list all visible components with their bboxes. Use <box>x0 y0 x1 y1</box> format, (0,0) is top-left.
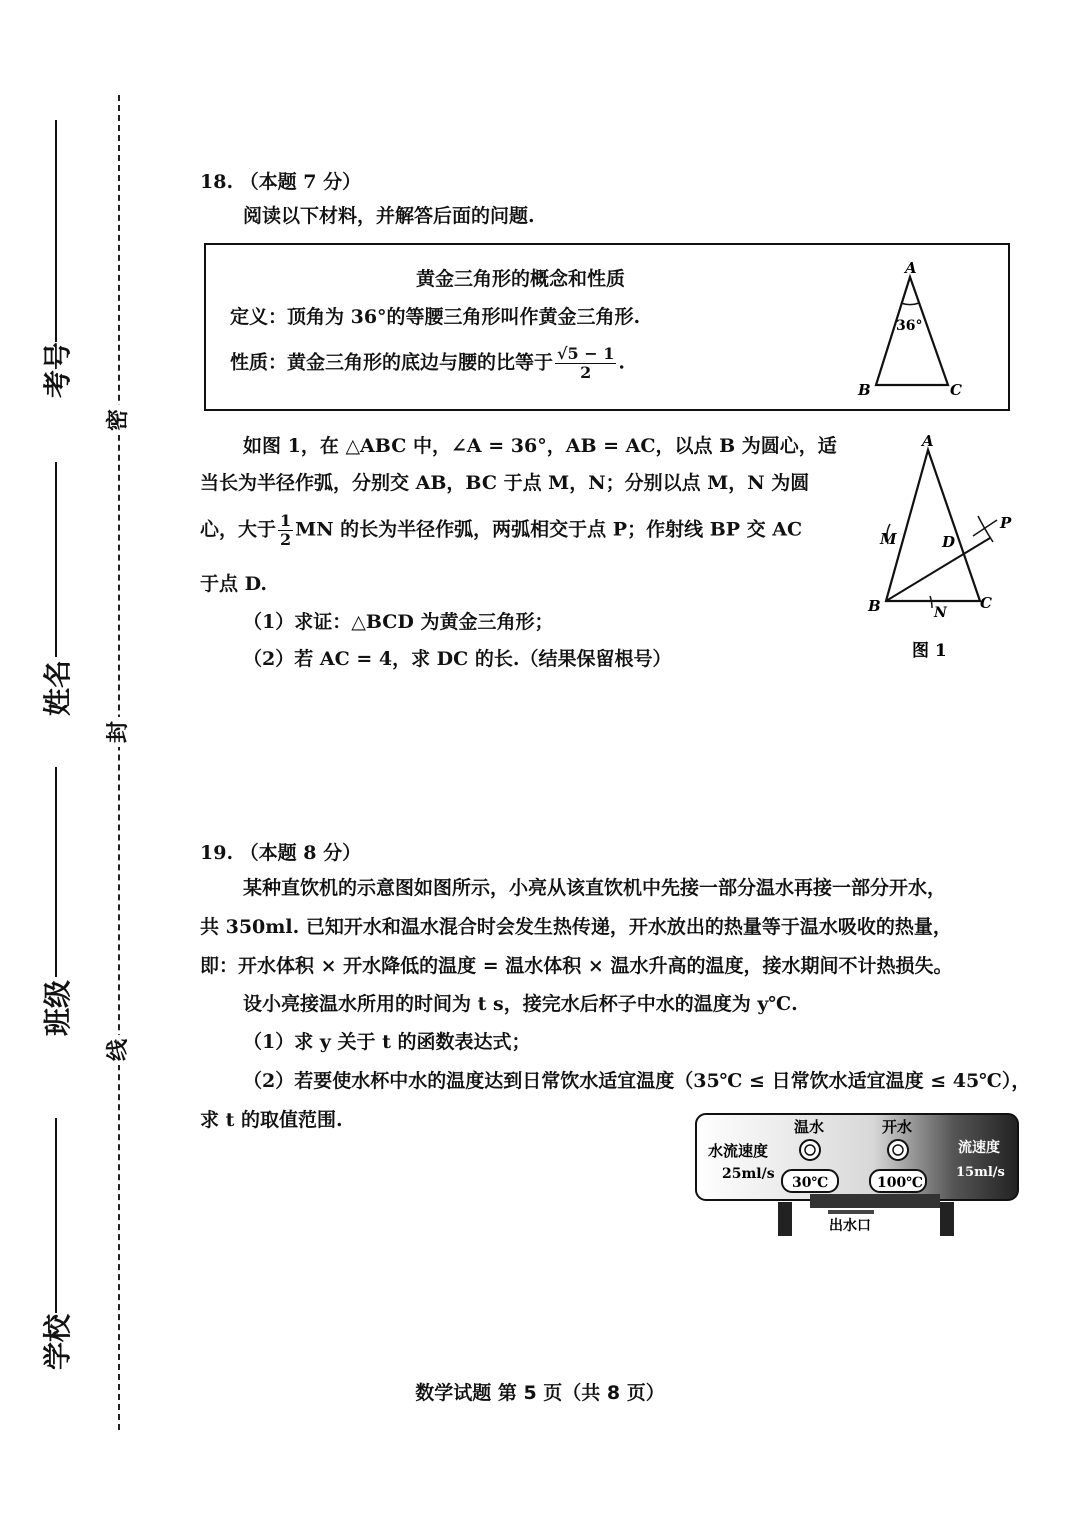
q19-title: 19. （本题 8 分） <box>200 842 362 864</box>
q19-line-4: 设小亮接温水所用的时间为 t s，接完水后杯子中水的温度为 y℃. <box>243 993 798 1015</box>
class-line <box>55 767 57 977</box>
left-speed-label: 水流速度 <box>708 1142 769 1160</box>
q19-line-3: 即：开水体积 × 开水降低的温度 = 温水体积 × 温水升高的温度，接水期间不计热损失。 <box>200 955 953 977</box>
box-heading: 黄金三角形的概念和性质 <box>416 268 626 290</box>
q18-sub1: （1）求证：△BCD 为黄金三角形； <box>243 611 554 633</box>
right-speed-value: 15ml/s <box>956 1165 1005 1180</box>
q18-line-2: 当长为半径作弧，分别交 AB，BC 于点 M，N；分别以点 M，N 为圆 <box>200 472 810 494</box>
half-denominator: 2 <box>280 530 292 549</box>
q18-intro: 阅读以下材料，并解答后面的问题. <box>243 205 535 227</box>
seal-dashed-line <box>118 95 120 1430</box>
q19-sub2: （2）若要使水杯中水的温度达到日常饮水适宜温度（35℃ ≤ 日常饮水适宜温度 ≤ 45℃）， <box>243 1070 1031 1092</box>
q19-sub1: （1）求 y 关于 t 的函数表达式； <box>243 1031 531 1053</box>
q18-line-3 <box>200 512 802 549</box>
half-numerator: 1 <box>280 511 292 530</box>
name-label: 姓名 <box>41 659 74 716</box>
warm-water-label: 温水 <box>794 1118 825 1136</box>
seal-char-feng: 封 <box>104 717 134 747</box>
class-label: 班级 <box>41 979 74 1036</box>
outlet-label: 出水口 <box>829 1218 871 1234</box>
q18-title: 18. （本题 7 分） <box>200 171 362 193</box>
exam-number-line <box>55 120 57 342</box>
warm-temp-label: 30℃ <box>792 1175 829 1191</box>
fig1-n-label: N <box>934 605 947 621</box>
golden-triangle-box <box>204 243 1010 411</box>
line3-prefix: 心，大于 <box>200 518 277 541</box>
fig-angle-label: 36° <box>896 318 923 334</box>
right-speed-label: 流速度 <box>958 1140 1000 1156</box>
school-line <box>55 1118 57 1313</box>
property-period: . <box>618 351 625 374</box>
hot-temp-label: 100℃ <box>877 1175 923 1191</box>
school-label: 学校 <box>41 1313 74 1370</box>
golden-ratio-fraction <box>555 345 616 382</box>
q19-sub2-cont: 求 t 的取值范围. <box>200 1109 343 1131</box>
exam-number-label: 考号 <box>41 341 74 398</box>
q18-line-4: 于点 D. <box>200 573 268 595</box>
left-speed-value: 25ml/s <box>722 1166 775 1182</box>
seal-char-mi: 密 <box>104 405 134 435</box>
golden-triangle-figure <box>846 253 966 403</box>
water-dispenser-figure <box>690 1110 1022 1240</box>
q18-sub2: （2）若 AC = 4，求 DC 的长.（结果保留根号） <box>243 648 672 670</box>
half-fraction <box>278 512 293 549</box>
q19-line-1: 某种直饮机的示意图如图所示，小亮从该直饮机中先接一部分温水再接一部分开水， <box>243 877 947 899</box>
ratio-denominator: 2 <box>580 363 592 382</box>
box-definition: 定义：顶角为 36°的等腰三角形叫作黄金三角形. <box>230 306 641 328</box>
fig-a-vertex-label: A <box>905 259 917 277</box>
fig1-p-label: P <box>1000 514 1012 532</box>
fig1-a-label: A <box>922 432 934 450</box>
fig-b-vertex-label: B <box>858 381 871 399</box>
fig1-d-label: D <box>942 533 956 551</box>
q19-line-2: 共 350ml. 已知开水和温水混合时会发生热传递，开水放出的热量等于温水吸收的热量， <box>200 916 952 938</box>
q18-line-1: 如图 1，在 △ABC 中，∠A = 36°，AB = AC，以点 B 为圆心，适 <box>243 435 837 457</box>
fig1-caption: 图 1 <box>912 641 947 661</box>
property-text: 性质：黄金三角形的底边与腰的比等于 <box>230 351 554 374</box>
fig1-b-label: B <box>868 597 881 615</box>
fig1-c-label: C <box>980 594 992 612</box>
box-property <box>230 345 625 382</box>
figure-1 <box>860 428 1030 673</box>
fig1-m-label: M <box>880 530 897 548</box>
hot-water-label: 开水 <box>882 1118 913 1136</box>
fig-c-vertex-label: C <box>950 381 962 399</box>
ratio-numerator: √5 − 1 <box>557 344 615 363</box>
seal-char-xian: 线 <box>104 1035 134 1065</box>
name-line <box>55 462 57 657</box>
page-footer: 数学试题 第 5 页（共 8 页） <box>415 1382 665 1404</box>
line3-suffix: MN 的长为半径作弧，两弧相交于点 P；作射线 BP 交 AC <box>295 518 803 541</box>
